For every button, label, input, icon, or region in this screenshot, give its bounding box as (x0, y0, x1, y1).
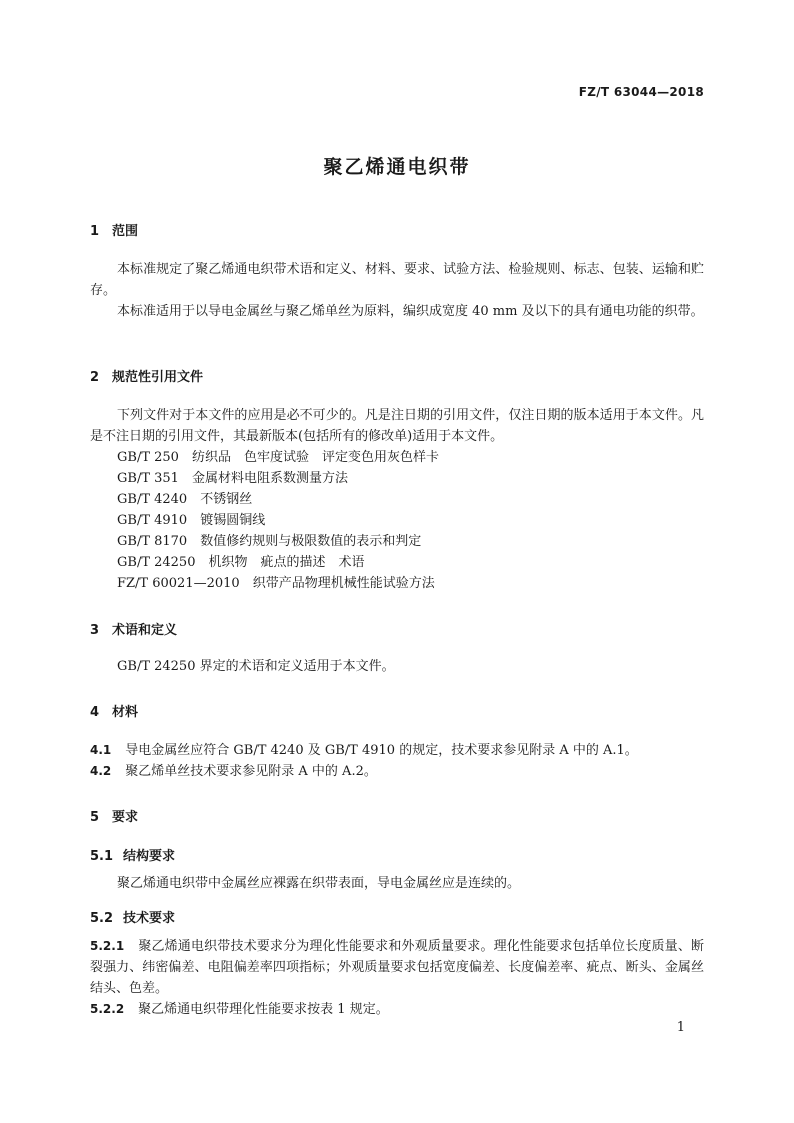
reference-item (117, 468, 439, 489)
section-3-paragraph-1: GB/T 24250 界定的术语和定义适用于本文件。 (117, 659, 395, 674)
reference-item (117, 531, 439, 552)
section-title: 规范性引用文件 (112, 370, 204, 385)
reference-item (117, 552, 439, 573)
subsection-5-2-heading (90, 907, 175, 926)
reference-code: GB/T 351 (117, 471, 179, 486)
clause-4-2 (90, 761, 704, 782)
reference-code: GB/T 4240 (117, 492, 188, 507)
section-title: 结构要求 (123, 849, 176, 864)
section-number: 4 (90, 705, 100, 720)
clause-text: 聚乙烯通电织带技术要求分为理化性能要求和外观质量要求。理化性能要求包括单位长度质量、断裂强力、纬密偏差、电阻偏差率四项指标；外观质量要求包括宽度偏差、长度偏差率、疵点、断头、金属丝结头、色差。 (90, 939, 704, 996)
reference-code: GB/T 4910 (117, 513, 188, 528)
subsection-5-1-heading (90, 845, 175, 864)
section-number: 5.2 (90, 911, 114, 926)
section-title: 要求 (112, 810, 139, 825)
reference-title: 数值修约规则与极限数值的表示和判定 (200, 534, 422, 549)
section-title: 技术要求 (123, 911, 176, 926)
reference-code: GB/T 8170 (117, 534, 188, 549)
reference-title: 金属材料电阻系数测量方法 (191, 471, 348, 486)
reference-item (117, 510, 439, 531)
clause-text: 导电金属丝应符合 GB/T 4240 及 GB/T 4910 的规定，技术要求参见附录 A 中的 A.1。 (125, 743, 638, 758)
clause-number: 4.2 (90, 764, 112, 778)
reference-title: 镀锡圆铜线 (200, 513, 266, 528)
section-number: 2 (90, 370, 100, 385)
clause-number: 5.2.2 (90, 1002, 125, 1016)
clause-number: 4.1 (90, 743, 112, 757)
clause-4-1 (90, 740, 704, 761)
section-number: 1 (90, 224, 100, 239)
section-1-heading (90, 220, 138, 239)
section-4-heading (90, 701, 138, 720)
document-code: FZ/T 63044—2018 (578, 85, 704, 99)
section-3-heading (90, 619, 177, 638)
clause-text: 聚乙烯单丝技术要求参见附录 A 中的 A.2。 (125, 764, 377, 779)
reference-item (117, 489, 439, 510)
section-number: 5.1 (90, 849, 114, 864)
section-1-paragraph-2: 本标准适用于以导电金属丝与聚乙烯单丝为原料，编织成宽度 40 mm 及以下的具有通电功能的织带。 (117, 304, 704, 319)
reference-code: GB/T 250 (117, 450, 179, 465)
reference-code: FZ/T 60021—2010 (117, 576, 240, 591)
section-2-paragraph-1: 下列文件对于本文件的应用是必不可少的。凡是注日期的引用文件，仅注日期的版本适用于本文件。凡是不注日期的引用文件，其最新版本(包括所有的修改单)适用于本文件。 (90, 408, 704, 444)
reference-title: 机织物 疵点的描述 术语 (208, 555, 365, 570)
subsection-5-1-paragraph: 聚乙烯通电织带中金属丝应裸露在织带表面，导电金属丝应是连续的。 (117, 876, 521, 891)
reference-code: GB/T 24250 (117, 555, 196, 570)
document-title: 聚乙烯通电织带 (323, 156, 471, 178)
reference-item (117, 573, 439, 594)
section-number: 3 (90, 623, 100, 638)
section-1-paragraph-1: 本标准规定了聚乙烯通电织带术语和定义、材料、要求、试验方法、检验规则、标志、包装、运输和贮存。 (90, 262, 704, 298)
reference-item (117, 447, 439, 468)
clause-text: 聚乙烯通电织带理化性能要求按表 1 规定。 (138, 1002, 389, 1017)
reference-title: 织带产品物理机械性能试验方法 (252, 576, 435, 591)
section-title: 范围 (112, 224, 139, 239)
page-number: 1 (676, 1020, 685, 1035)
clause-5-2-2 (90, 999, 704, 1020)
section-2-heading (90, 366, 203, 385)
section-title: 术语和定义 (112, 623, 178, 638)
normative-references-list (117, 447, 439, 594)
reference-title: 不锈钢丝 (200, 492, 253, 507)
reference-title: 纺织品 色牢度试验 评定变色用灰色样卡 (191, 450, 439, 465)
section-5-heading (90, 806, 138, 825)
clause-number: 5.2.1 (90, 939, 125, 953)
section-title: 材料 (112, 705, 139, 720)
section-number: 5 (90, 810, 100, 825)
clause-5-2-1 (90, 936, 704, 999)
